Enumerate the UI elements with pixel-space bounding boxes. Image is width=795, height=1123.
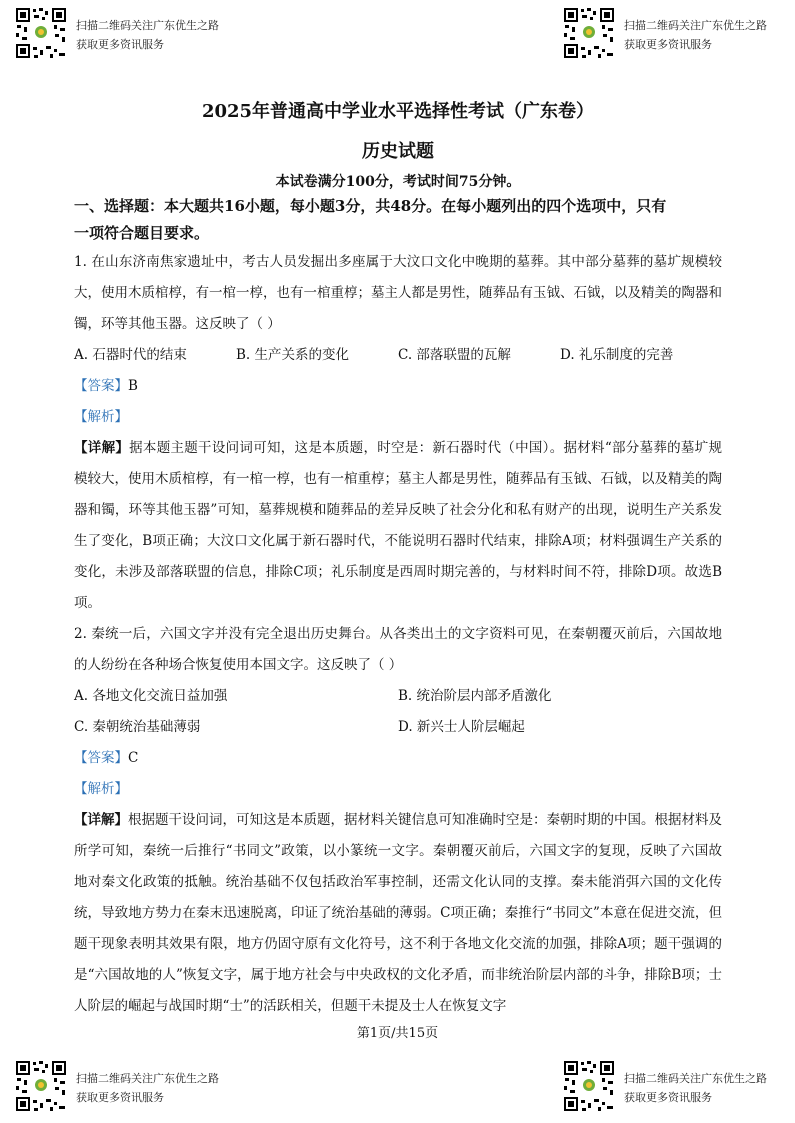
- detail-paragraph: [74, 433, 722, 619]
- section-heading-line-2: 一项符合题目要求。: [74, 224, 210, 242]
- qr-promo-top-left: [14, 6, 219, 60]
- qr-promo-bottom-left: [14, 1059, 219, 1113]
- qr-code-icon: [14, 6, 68, 60]
- question-stem: 2. 秦统一后，六国文字并没有完全退出历史舞台。从各类出土的文字资料可见，在秦朝覆灭前后，六国故地的人纷纷在各种场合恢复使用本国文字。这反映了（ ）: [74, 626, 722, 673]
- promo-line-1: 扫描二维码关注广东优生之路: [76, 19, 219, 32]
- section-heading-line-1: 一、选择题：本大题共16小题，每小题3分，共48分。在每小题列出的四个选项中，只有: [74, 197, 667, 215]
- qr-code-icon: [14, 1059, 68, 1113]
- qr-code-icon: [562, 1059, 616, 1113]
- promo-line-2: 获取更多资讯服务: [76, 1091, 164, 1104]
- qr-promo-top-right: [562, 6, 767, 60]
- option-row-2: [74, 712, 722, 743]
- answer-line: [74, 743, 722, 774]
- answer-label: 【答案】: [74, 750, 128, 766]
- promo-line-1: 扫描二维码关注广东优生之路: [76, 1072, 219, 1085]
- promo-line-2: 获取更多资讯服务: [624, 38, 712, 51]
- detail-label: 【详解】: [74, 440, 130, 456]
- detail-label: 【详解】: [74, 812, 128, 828]
- answer-value: B: [128, 378, 138, 394]
- section-heading: [74, 193, 722, 247]
- detail-paragraph: [74, 805, 722, 1022]
- answer-value: C: [128, 750, 139, 766]
- promo-line-2: 获取更多资讯服务: [76, 38, 164, 51]
- option-row-1: [74, 681, 722, 712]
- answer-label: 【答案】: [74, 378, 128, 394]
- exam-title: 2025年普通高中学业水平选择性考试（广东卷）: [201, 101, 595, 122]
- option-a: A. 各地文化交流日益加强: [74, 688, 228, 704]
- option-d: D. 礼乐制度的完善: [560, 347, 674, 363]
- analysis-label: 【解析】: [74, 781, 128, 797]
- option-list: [74, 340, 722, 371]
- detail-text: 据本题主题干设问词可知，这是本质题，时空是：新石器时代（中国）。据材料“部分墓葬的墓圹规模较大，使用木质棺椁，有一棺一椁，也有一棺重椁；墓主人都是男性，随葬品有玉钺、石钺，以及精美的陶器和镯，环等其他玉器”可知，墓葬规模和随葬品的差异反映了社会分化和私有财产的出现，说明生产关系发生了变化，B项正确；大汶口文化属于新石器时代，不能说明石器时代结束，排除A项；材料强调生产关系的变化，未涉及部落联盟的信息，排除C项；礼乐制度是西周时期完善的，与材料时间不符，排除D项。故选B项。: [74, 440, 722, 611]
- question-2: [74, 619, 722, 1022]
- option-d: D. 新兴士人阶层崛起: [398, 719, 525, 735]
- qr-code-icon: [562, 6, 616, 60]
- page-number: 第1页/共15页: [356, 1026, 439, 1041]
- option-b: B. 生产关系的变化: [236, 347, 350, 363]
- option-a: A. 石器时代的结束: [74, 347, 187, 363]
- promo-line-1: 扫描二维码关注广东优生之路: [624, 1072, 767, 1085]
- score-info: 本试卷满分100分，考试时间75分钟。: [275, 174, 521, 190]
- qr-promo-bottom-right: [562, 1059, 767, 1113]
- subject-title: 历史试题: [362, 141, 434, 162]
- document-body: [74, 100, 722, 1022]
- option-c: C. 秦朝统治基础薄弱: [74, 719, 201, 735]
- promo-line-2: 获取更多资讯服务: [624, 1091, 712, 1104]
- question-stem: 1. 在山东济南焦家遗址中，考古人员发掘出多座属于大汶口文化中晚期的墓葬。其中部分墓葬的墓圹规模较大，使用木质棺椁，有一棺一椁，也有一棺重椁；墓主人都是男性，随葬品有玉钺、石钺，以及精美的陶器和镯，环等其他玉器。这反映了（ ）: [74, 254, 722, 332]
- analysis-label: 【解析】: [74, 409, 128, 425]
- answer-line: [74, 371, 722, 402]
- promo-line-1: 扫描二维码关注广东优生之路: [624, 19, 767, 32]
- option-c: C. 部落联盟的瓦解: [398, 347, 511, 363]
- detail-text: 根据题干设问词，可知这是本质题，据材料关键信息可知准确时空是：秦朝时期的中国。根据材料及所学可知，秦统一后推行“书同文”政策，以小篆统一文字。秦朝覆灭前后，六国文字的复现，反映了六国故地对秦文化政策的抵触。统治基础不仅包括政治军事控制，还需文化认同的支撑。秦未能消弭六国的文化传统，导致地方势力在秦末迅速脱离，印证了统治基础的薄弱。C项正确；秦推行“书同文”本意在促进交流，但题干现象表明其效果有限，地方仍固守原有文化符号，这不利于各地文化交流的加强，排除A项；题干强调的是“六国故地的人”恢复文字，属于地方社会与中央政权的文化矛盾，而非统治阶层内部的斗争，排除B项；士人阶层的崛起与战国时期“士”的活跃相关，但题干未提及士人在恢复文字: [74, 812, 722, 1014]
- option-b: B. 统治阶层内部矛盾激化: [398, 688, 552, 704]
- question-1: [74, 247, 722, 619]
